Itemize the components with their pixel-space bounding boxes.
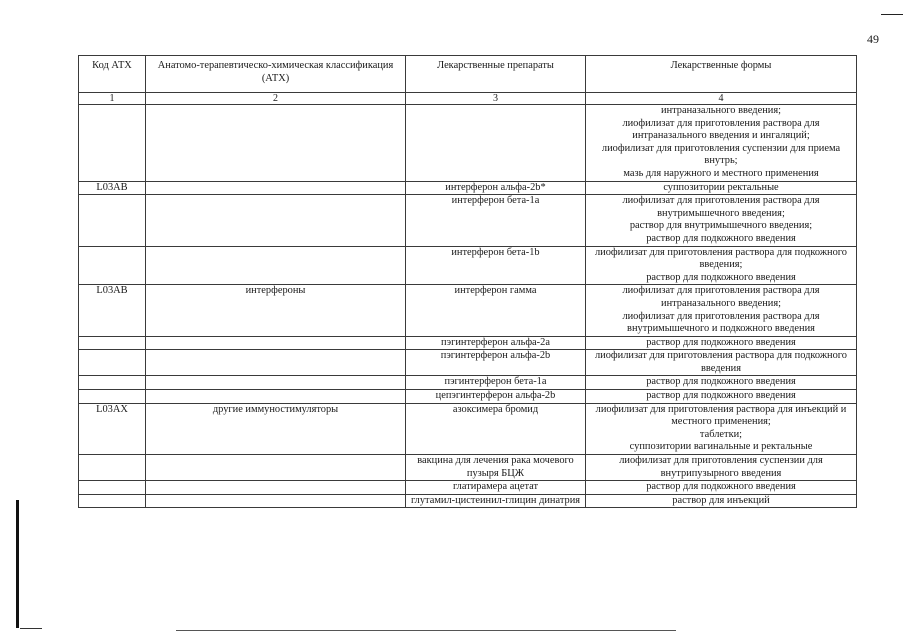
cell-drug: пэгинтерферон альфа-2b — [406, 350, 586, 376]
cell-forms — [586, 350, 857, 376]
form-line: раствор для подкожного введения — [646, 232, 796, 244]
cell-code — [79, 336, 146, 350]
table-row — [79, 403, 857, 454]
form-line: интраназального введения; — [661, 105, 781, 116]
cell-code — [79, 481, 146, 495]
form-line: суппозитории ректальные — [663, 181, 779, 193]
table-row — [79, 455, 857, 481]
table-row — [79, 390, 857, 404]
page-bottom-rule — [176, 630, 676, 631]
cell-forms — [586, 105, 857, 182]
cell-classification — [146, 494, 406, 508]
cell-code — [79, 376, 146, 390]
cell-classification — [146, 455, 406, 481]
cell-forms — [586, 494, 857, 508]
form-line: мазь для наружного и местного применения — [623, 167, 819, 179]
cell-forms — [586, 246, 857, 285]
cell-code — [79, 246, 146, 285]
cell-classification — [146, 390, 406, 404]
column-number: 1 — [79, 93, 146, 105]
table-row — [79, 246, 857, 285]
cell-drug: азоксимера бромид — [406, 403, 586, 454]
form-line: лиофилизат для приготовления раствора для подкожного введения — [594, 350, 848, 374]
form-line: раствор для инъекций — [672, 494, 770, 506]
atx-table — [78, 55, 857, 508]
cell-code — [79, 390, 146, 404]
cell-drug: глутамил-цистеинил-глицин динатрия — [406, 494, 586, 508]
column-number: 2 — [146, 93, 406, 105]
form-line: суппозитории вагинальные и ректальные — [629, 441, 813, 453]
header-forms: Лекарственные формы — [586, 56, 857, 93]
form-line: лиофилизат для приготовления суспензии для приема внутрь; — [601, 142, 841, 167]
form-line: раствор для внутримышечного введения; — [629, 220, 813, 232]
cell-drug — [406, 105, 586, 182]
form-line: лиофилизат для приготовления раствора для внутримышечного введения; — [622, 195, 820, 219]
cell-classification: другие иммуностимуляторы — [146, 403, 406, 454]
column-number: 3 — [406, 93, 586, 105]
form-line: таблетки; — [699, 428, 743, 440]
cell-classification — [146, 481, 406, 495]
header-classification: Анатомо-терапевтическо-химическая классификация (АТХ) — [146, 56, 406, 93]
table-row — [79, 336, 857, 350]
cell-code: L03AB — [79, 181, 146, 195]
cell-forms — [586, 390, 857, 404]
cell-classification — [146, 181, 406, 195]
form-line: раствор для подкожного введения — [646, 376, 796, 388]
table-row — [79, 350, 857, 376]
table-row — [79, 181, 857, 195]
form-line: раствор для подкожного введения — [646, 481, 796, 493]
scan-edge-mark — [20, 628, 42, 629]
table-row — [79, 481, 857, 495]
cell-classification — [146, 336, 406, 350]
cell-forms — [586, 195, 857, 246]
cell-classification — [146, 195, 406, 246]
form-line: лиофилизат для приготовления раствора для внутримышечного и подкожного введения — [622, 310, 820, 335]
header-row — [79, 56, 857, 93]
cell-classification: интерфероны — [146, 285, 406, 336]
form-line: лиофилизат для приготовления раствора для инъекций и местного применения; — [595, 403, 847, 428]
cell-forms — [586, 336, 857, 350]
cell-drug: интерферон гамма — [406, 285, 586, 336]
cell-forms — [586, 403, 857, 454]
form-line: лиофилизат для приготовления раствора для подкожного введения; — [594, 246, 848, 271]
table-row — [79, 376, 857, 390]
cell-forms — [586, 455, 857, 481]
header-drugs: Лекарственные препараты — [406, 56, 586, 93]
cell-classification — [146, 246, 406, 285]
form-line: раствор для подкожного введения — [646, 390, 796, 402]
table-row — [79, 494, 857, 508]
table-row — [79, 195, 857, 246]
form-line: лиофилизат для приготовления раствора для интраназального введения и ингаляций; — [622, 117, 820, 142]
cell-drug: пэгинтерферон бета-1a — [406, 376, 586, 390]
cell-code — [79, 105, 146, 182]
cell-forms — [586, 285, 857, 336]
cell-drug: цепэгинтерферон альфа-2b — [406, 390, 586, 404]
cell-drug: пэгинтерферон альфа-2a — [406, 336, 586, 350]
header-code: Код АТХ — [79, 56, 146, 93]
cell-forms — [586, 481, 857, 495]
table-row — [79, 105, 857, 182]
cell-classification — [146, 376, 406, 390]
cell-code: L03AX — [79, 403, 146, 454]
cell-drug: интерферон альфа-2b* — [406, 181, 586, 195]
cell-forms — [586, 376, 857, 390]
cell-drug: интерферон бета-1a — [406, 195, 586, 246]
column-number-row — [79, 93, 857, 105]
cell-drug: вакцина для лечения рака мочевого пузыря БЦЖ — [406, 455, 586, 481]
cell-code — [79, 195, 146, 246]
form-line: раствор для подкожного введения — [646, 271, 796, 283]
cell-forms — [586, 181, 857, 195]
cell-code — [79, 494, 146, 508]
cell-drug: интерферон бета-1b — [406, 246, 586, 285]
page-number: 49 — [867, 32, 879, 46]
cell-classification — [146, 350, 406, 376]
cell-classification — [146, 105, 406, 182]
scan-edge-mark — [16, 500, 19, 628]
form-line: раствор для подкожного введения — [646, 336, 796, 348]
form-line: лиофилизат для приготовления раствора для интраназального введения; — [622, 285, 820, 309]
cell-code — [79, 455, 146, 481]
cell-code — [79, 350, 146, 376]
form-line: лиофилизат для приготовления суспензии для внутрипузырного введения — [619, 455, 823, 479]
cell-code: L03AB — [79, 285, 146, 336]
cell-drug: глатирамера ацетат — [406, 481, 586, 495]
corner-mark — [881, 14, 903, 15]
column-number: 4 — [586, 93, 857, 105]
table-row — [79, 285, 857, 336]
